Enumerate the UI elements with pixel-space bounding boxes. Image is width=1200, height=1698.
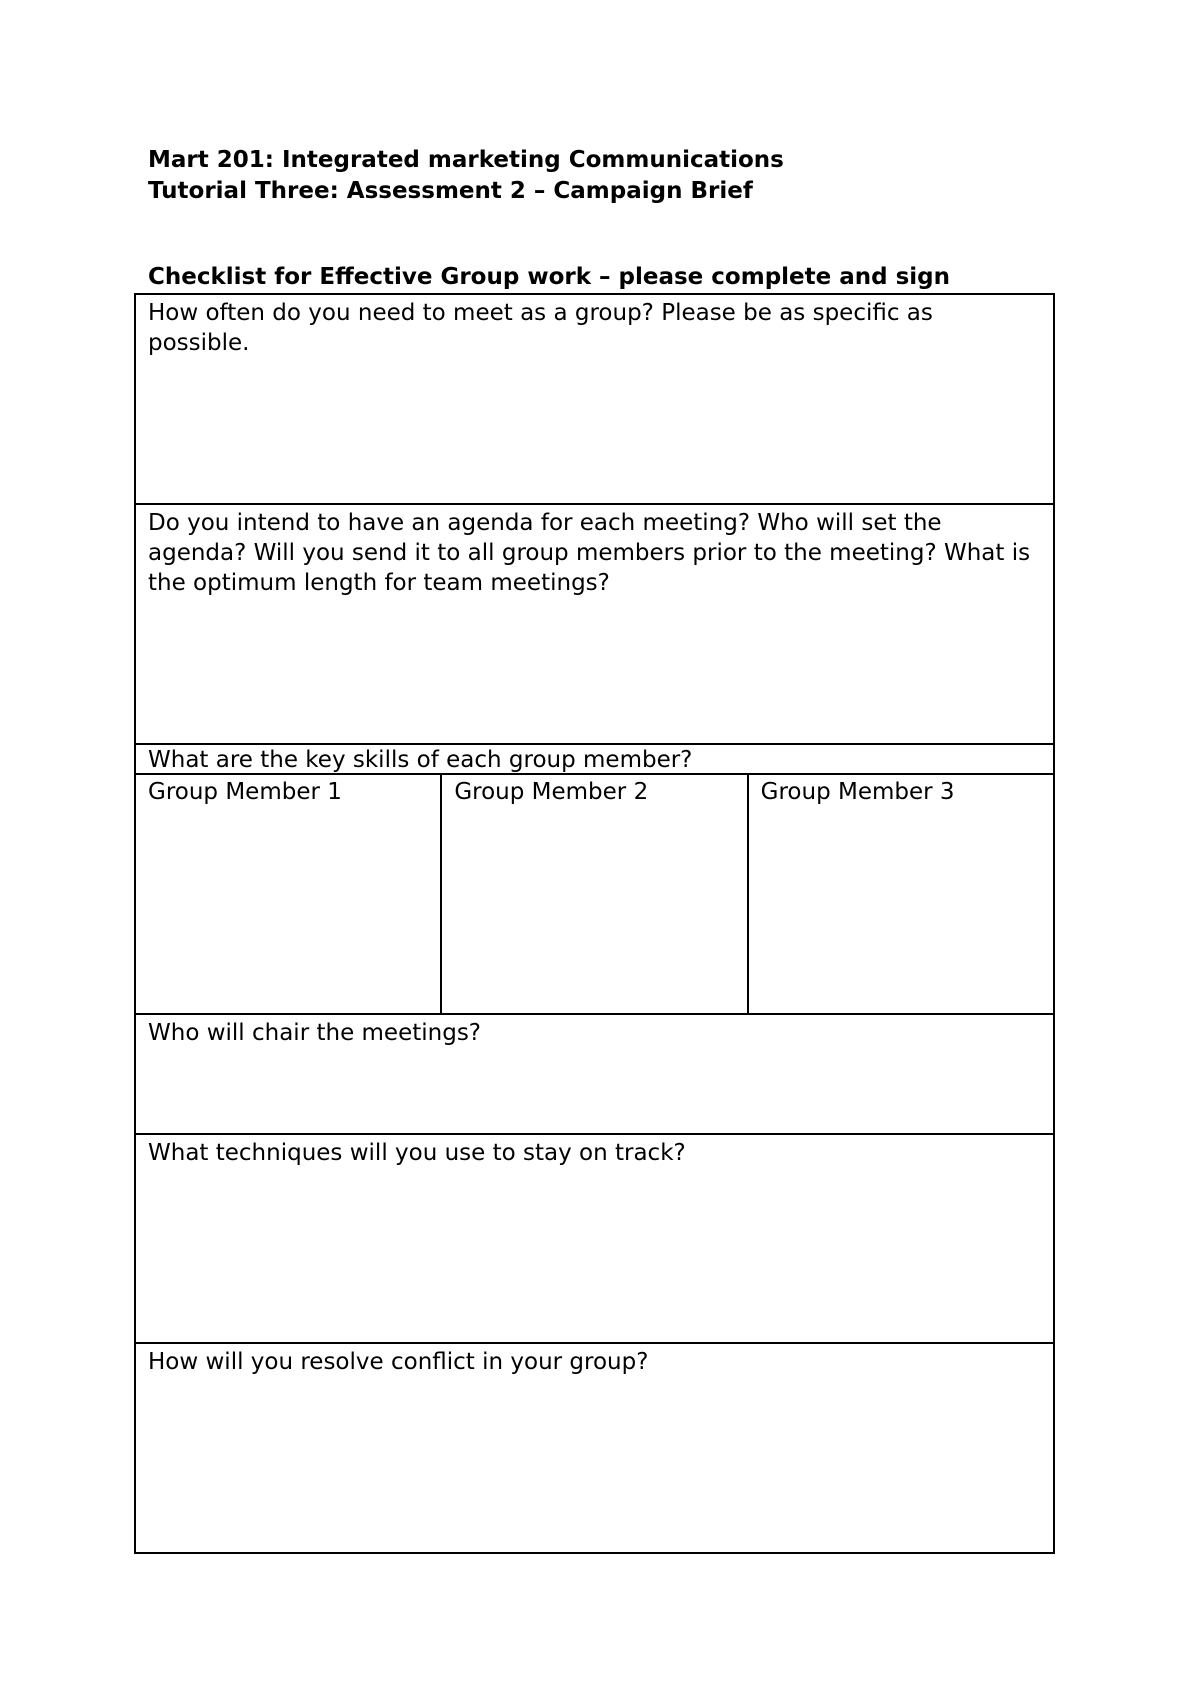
key-skills-question: What are the key skills of each group member? (148, 747, 693, 773)
conflict-question: How will you resolve conflict in your group? (148, 1349, 649, 1375)
meeting-frequency-question: How often do you need to meet as a group? Please be as specific as possible. (148, 300, 933, 356)
conflict-field[interactable] (136, 1344, 1053, 1552)
key-skills-header-row (136, 745, 1053, 775)
group-member-3-label: Group Member 3 (760, 779, 955, 805)
techniques-field[interactable] (136, 1135, 1053, 1344)
checklist-heading: Checklist for Effective Group work – please complete and sign (148, 264, 951, 290)
checklist-form (134, 293, 1055, 1554)
techniques-question: What techniques will you use to stay on track? (148, 1140, 686, 1166)
group-member-1-field[interactable] (136, 775, 442, 1013)
course-title: Mart 201: Integrated marketing Communications (148, 147, 784, 173)
meeting-frequency-field[interactable] (136, 295, 1053, 505)
group-member-3-field[interactable] (749, 775, 1053, 1013)
document-header (148, 145, 784, 207)
group-members-row (136, 775, 1053, 1015)
chair-field[interactable] (136, 1015, 1053, 1135)
tutorial-title: Tutorial Three: Assessment 2 – Campaign Brief (148, 178, 753, 204)
agenda-field[interactable] (136, 505, 1053, 745)
chair-question: Who will chair the meetings? (148, 1020, 482, 1046)
agenda-question: Do you intend to have an agenda for each meeting? Who will set the agenda? Will you send it to all group members prior to the meeting? What is the optimum length for team meetings? (148, 510, 1031, 596)
group-member-2-label: Group Member 2 (454, 779, 649, 805)
group-member-2-field[interactable] (442, 775, 748, 1013)
group-member-1-label: Group Member 1 (148, 779, 342, 805)
